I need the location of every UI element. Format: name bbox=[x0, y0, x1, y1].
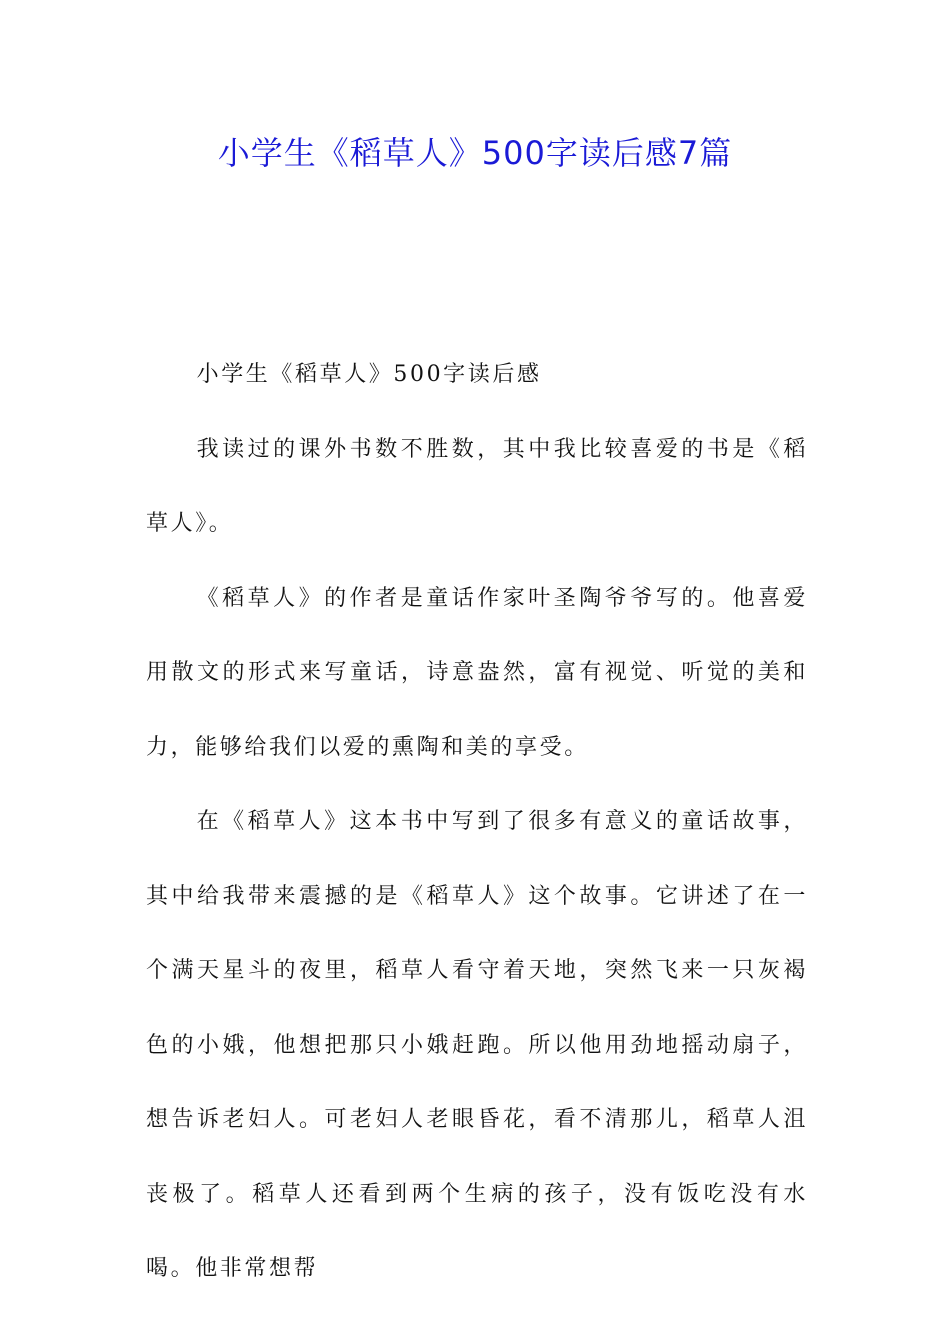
document-body bbox=[146, 338, 808, 1307]
paragraph: 《稻草人》的作者是童话作家叶圣陶爷爷写的。他喜爱用散文的形式来写童话，诗意盎然，富有视觉、听觉的美和力，能够给我们以爱的熏陶和美的享受。 bbox=[146, 585, 808, 760]
paragraph-subtitle: 小学生《稻草人》500字读后感 bbox=[196, 362, 542, 387]
document-title: 小学生《稻草人》500字读后感7篇 bbox=[217, 134, 733, 172]
paragraph: 在《稻草人》这本书中写到了很多有意义的童话故事，其中给我带来震撼的是《稻草人》这个故事。它讲述了在一个满天星斗的夜里，稻草人看守着天地，突然飞来一只灰褐色的小娥，他想把那只小娥赶跑。所以他用劲地摇动扇子，想告诉老妇人。可老妇人老眼昏花，看不清那儿，稻草人沮丧极了。稻草人还看到两个生病的孩子，没有饭吃没有水喝。他非常想帮 bbox=[146, 809, 808, 1281]
paragraph: 我读过的课外书数不胜数，其中我比较喜爱的书是《稻草人》。 bbox=[146, 436, 808, 536]
